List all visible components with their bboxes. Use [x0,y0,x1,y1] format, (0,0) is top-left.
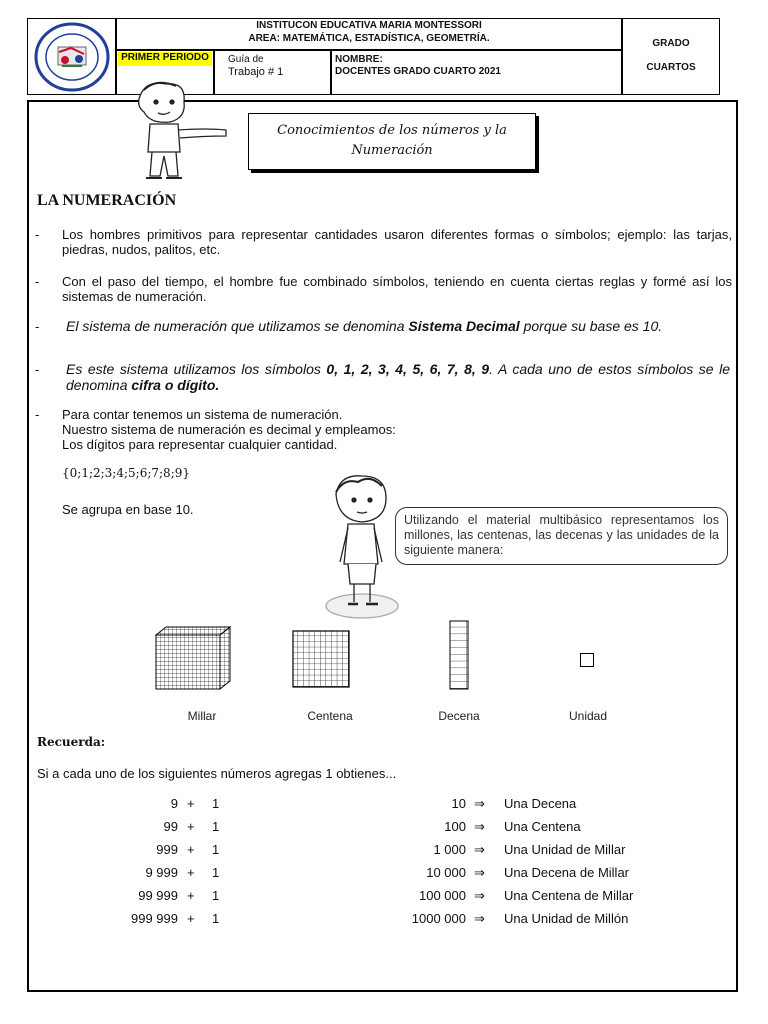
grade-cell [622,18,720,95]
lesson-title-line2: Numeración [351,143,433,158]
plus-sign: + [187,842,195,857]
table-result: 1000 000 [411,911,466,926]
implies-arrow-icon: ⇒ [474,888,485,903]
bullet-1: Los hombres primitivos para representar cantidades usaron diferentes formas o símbolos; ejemplo: las tarjas, piedras, nudos, palitos, etc. [62,227,732,257]
grade-value: CUARTOS [646,62,696,73]
decena-label: Decena [438,709,480,723]
bullet-dash: - [35,227,40,242]
period-label: PRIMER PERIODO [118,52,212,66]
table-row [0,911,768,934]
bullet-5-line3: Los dígitos para representar cualquier cantidad. [62,437,338,452]
bullet-dash: - [35,407,40,422]
bullet-dash: - [35,319,40,334]
plus-sign: + [187,888,195,903]
recuerda-heading: Recuerda: [37,735,106,749]
guide-label: Guía de [228,54,264,65]
boy-standing-illustration [322,472,402,620]
result-name: Una Decena [504,796,577,811]
bullet-4: Es este sistema utilizamos los símbolos 0, 1, 2, 3, 4, 5, 6, 7, 8, 9. A cada uno de estos símbolos se le denomina cifra o dígito. [66,361,731,393]
plus-sign: + [187,796,195,811]
table-number: 99 [163,819,178,834]
result-name: Una Unidad de Millón [504,911,629,926]
addend-one: 1 [212,819,220,834]
base-text: Se agrupa en base 10. [62,502,194,517]
implies-arrow-icon: ⇒ [474,819,485,834]
school-logo [34,22,110,92]
intro-text: Si a cada uno de los siguientes números agregas 1 obtienes... [37,766,397,781]
result-name: Una Centena de Millar [504,888,634,903]
unidad-label: Unidad [568,709,608,723]
table-result: 100 [444,819,466,834]
grade-label: GRADO [652,38,690,49]
table-result: 10 [451,796,466,811]
area-line: AREA: MATEMÁTICA, ESTADÍSTICA, GEOMETRÍA. [248,33,490,44]
school-name: INSTITUCON EDUCATIVA MARIA MONTESSORI [256,20,482,31]
table-row [0,819,768,842]
table-result: 100 000 [419,888,466,903]
table-row [0,865,768,888]
implies-arrow-icon: ⇒ [474,911,485,926]
plus-sign: + [187,911,195,926]
plus-sign: + [187,819,195,834]
digits-set: {0;1;2;3;4;5;6;7;8;9} [62,466,191,480]
bullet-2: Con el paso del tiempo, el hombre fue combinado símbolos, teniendo en cuenta ciertas reglas y formé así los sistemas de numeración. [62,274,732,304]
centena-label: Centena [307,709,353,723]
bullet-5-line1: Para contar tenemos un sistema de numeración. [62,407,343,422]
table-number: 9 [170,796,178,811]
addend-one: 1 [212,796,220,811]
implies-arrow-icon: ⇒ [474,842,485,857]
millar-label: Millar [187,709,217,723]
centena-grid-icon [292,630,350,688]
table-number: 999 999 [131,911,178,926]
speech-bubble: Utilizando el material multibásico representamos los millones, las centenas, las decenas y las unidades de la siguiente manera: [395,507,728,565]
table-result: 1 000 [433,842,466,857]
implies-arrow-icon: ⇒ [474,865,485,880]
table-number: 999 [156,842,178,857]
table-number: 9 999 [145,865,178,880]
unidad-square-icon [580,653,594,667]
table-row [0,888,768,911]
table-result: 10 000 [426,865,466,880]
result-name: Una Centena [504,819,581,834]
bullet-5 [62,407,732,452]
addend-one: 1 [212,911,220,926]
bullet-dash: - [35,362,40,377]
addend-one: 1 [212,842,220,857]
result-name: Una Decena de Millar [504,865,630,880]
name-value: DOCENTES GRADO CUARTO 2021 [335,66,501,77]
addend-one: 1 [212,888,220,903]
implies-arrow-icon: ⇒ [474,796,485,811]
name-label: NOMBRE: [335,54,383,65]
section-heading: LA NUMERACIÓN [37,192,177,209]
bullet-dash: - [35,274,40,289]
boy-pointing-illustration [126,78,246,183]
lesson-title-box [248,113,536,170]
bullet-3: El sistema de numeración que utilizamos se denomina Sistema Decimal porque su base es 10. [66,318,663,334]
table-row [0,796,768,819]
plus-sign: + [187,865,195,880]
millar-cube-icon [152,625,232,691]
table-number: 99 999 [138,888,178,903]
table-row [0,842,768,865]
addend-one: 1 [212,865,220,880]
guide-number: Trabajo # 1 [228,66,284,78]
bullet-5-line2: Nuestro sistema de numeración es decimal y empleamos: [62,422,396,437]
decena-bar-icon [448,620,470,690]
result-name: Una Unidad de Millar [504,842,626,857]
lesson-title-line1: Conocimientos de los números y la [277,123,507,138]
